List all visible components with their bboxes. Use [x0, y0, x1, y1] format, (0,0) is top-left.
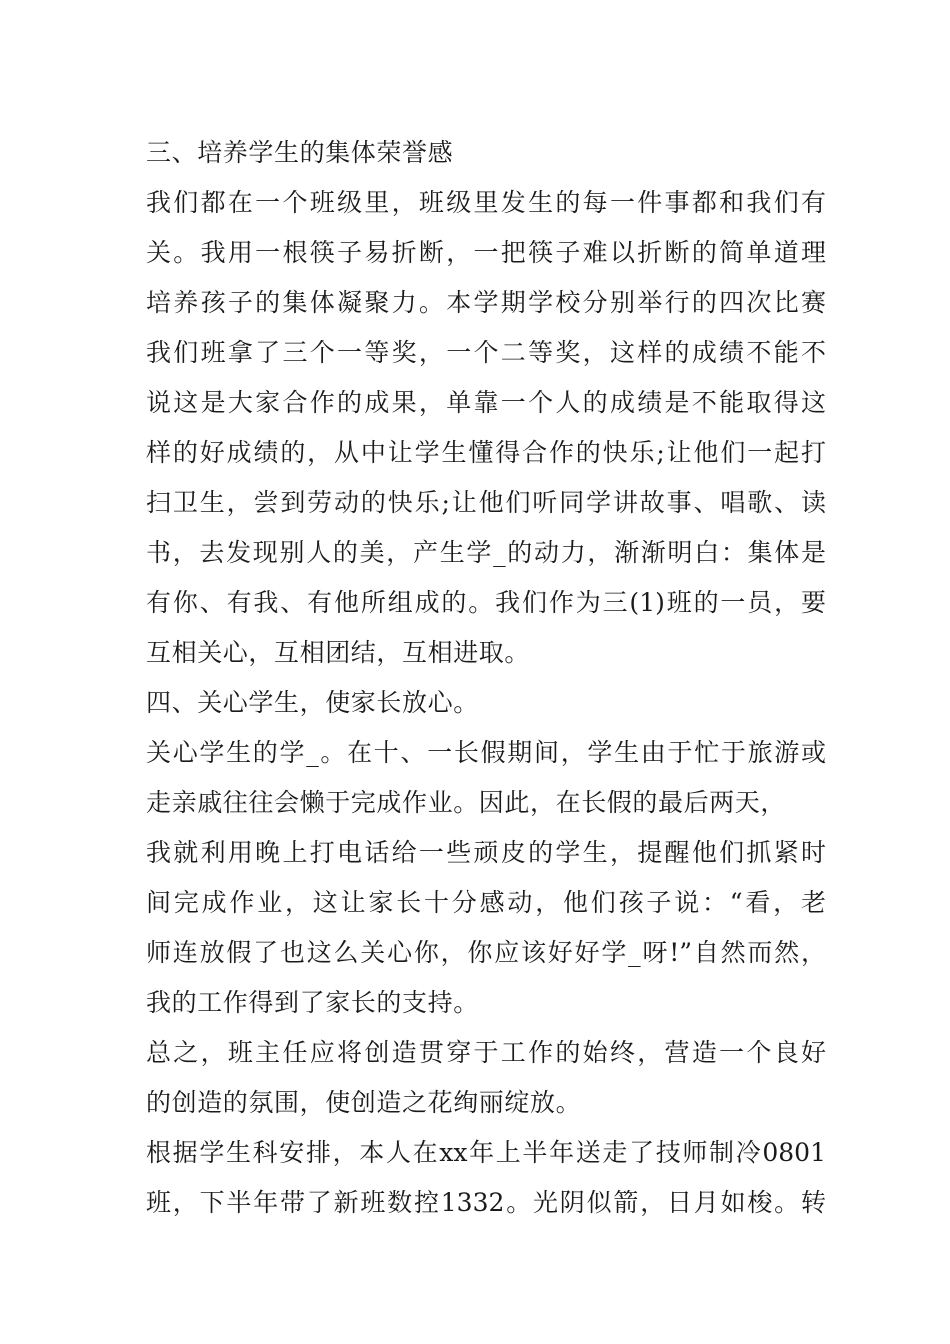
paragraph-line: 扫卫生，尝到劳动的快乐;让他们听同学讲故事、唱歌、读 — [146, 488, 826, 517]
section-heading-3: 三、培养学生的集体荣誉感 — [146, 138, 454, 167]
paragraph-line: 有你、有我、有他所组成的。我们作为三(1)班的一员，要 — [146, 588, 826, 617]
paragraph-line: 根据学生科安排，本人在xx年上半年送走了技师制冷0801 — [146, 1138, 826, 1167]
paragraph-line: 关心学生的学_。在十、一长假期间，学生由于忙于旅游或 — [146, 738, 826, 767]
paragraph-line: 总之，班主任应将创造贯穿于工作的始终，营造一个良好 — [146, 1038, 826, 1067]
paragraph-line: 样的好成绩的，从中让学生懂得合作的快乐;让他们一起打 — [146, 438, 826, 467]
paragraph-line: 关。我用一根筷子易折断，一把筷子难以折断的简单道理 — [146, 238, 826, 267]
document-body — [146, 128, 826, 1228]
paragraph-line: 培养孩子的集体凝聚力。本学期学校分别举行的四次比赛 — [146, 288, 826, 317]
paragraph-line: 我的工作得到了家长的支持。 — [146, 988, 479, 1017]
paragraph-line: 走亲戚往往会懒于完成作业。因此，在长假的最后两天， — [146, 788, 787, 817]
paragraph-line: 我们都在一个班级里，班级里发生的每一件事都和我们有 — [146, 188, 826, 217]
paragraph-line: 我们班拿了三个一等奖，一个二等奖，这样的成绩不能不 — [146, 338, 826, 367]
paragraph-line: 班，下半年带了新班数控1332。光阴似箭，日月如梭。转 — [146, 1188, 826, 1217]
section-heading-4: 四、关心学生，使家长放心。 — [146, 688, 479, 717]
paragraph-line: 师连放假了也这么关心你，你应该好好学_呀!”自然而然， — [146, 938, 826, 967]
paragraph-line: 书，去发现别人的美，产生学_的动力，渐渐明白：集体是 — [146, 538, 826, 567]
paragraph-line: 我就利用晚上打电话给一些顽皮的学生，提醒他们抓紧时 — [146, 838, 826, 867]
paragraph-line: 互相关心，互相团结，互相进取。 — [146, 638, 531, 667]
paragraph-line: 的创造的氛围，使创造之花绚丽绽放。 — [146, 1088, 582, 1117]
paragraph-line: 说这是大家合作的成果，单靠一个人的成绩是不能取得这 — [146, 388, 826, 417]
paragraph-line: 间完成作业，这让家长十分感动，他们孩子说：“看，老 — [146, 888, 826, 917]
